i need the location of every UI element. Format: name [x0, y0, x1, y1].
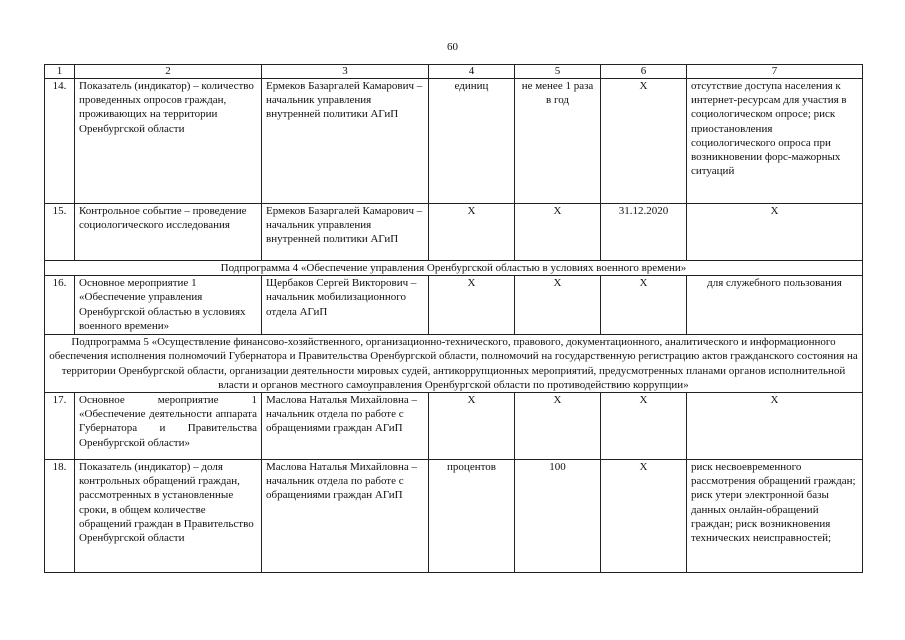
date-cell: Х — [601, 393, 687, 460]
unit-cell: Х — [429, 204, 515, 261]
table-row — [45, 276, 863, 335]
indicator-cell: Основное мероприятие 1 «Обеспечение деятельности аппарата Губернатора и Правительства Оренбургской области» — [75, 393, 262, 460]
responsible-cell: Ермеков Базаргалей Камарович – начальник управления внутренней политики АГиП — [262, 79, 429, 204]
responsible-cell: Ермеков Базаргалей Камарович – начальник управления внутренней политики АГиП — [262, 204, 429, 261]
value-cell: 100 — [515, 460, 601, 573]
row-number: 18. — [45, 460, 75, 573]
table-row — [45, 79, 863, 204]
subprogram-5-title: Подпрограмма 5 «Осуществление финансово-хозяйственного, организационно-технического, правового, документационного, аналитического и информационного обеспечения исполнения полномочий Губернатора и Правительства Оренбургской области, полномочий на государственную регистрацию актов гражданского состояния на территории Оренбургской области, организации деятельности мировых судей, антикоррупционных мероприятий, предусмотренных планами органов исполнительной власти и органов местного самоуправления Оренбургской области по противодействию коррупции» — [45, 335, 863, 393]
indicator-cell: Контрольное событие – проведение социологического исследования — [75, 204, 262, 261]
value-cell: Х — [515, 276, 601, 335]
indicator-cell: Показатель (индикатор) – количество проведенных опросов граждан, проживающих на территории Оренбургской области — [75, 79, 262, 204]
header-cell: 7 — [687, 65, 863, 79]
header-cell: 6 — [601, 65, 687, 79]
row-number: 17. — [45, 393, 75, 460]
header-cell: 5 — [515, 65, 601, 79]
row-number: 15. — [45, 204, 75, 261]
indicator-cell: Показатель (индикатор) – доля контрольных обращений граждан, рассмотренных в установленные сроки, в общем количестве обращений граждан в Правительство Оренбургской области — [75, 460, 262, 573]
subprogram-row — [45, 261, 863, 276]
risk-cell: Х — [687, 393, 863, 460]
date-cell: 31.12.2020 — [601, 204, 687, 261]
header-cell: 2 — [75, 65, 262, 79]
page-number: 60 — [447, 41, 458, 53]
unit-cell: единиц — [429, 79, 515, 204]
header-cell: 4 — [429, 65, 515, 79]
program-table — [44, 64, 863, 573]
responsible-cell: Щербаков Сергей Викторович – начальник мобилизационного отдела АГиП — [262, 276, 429, 335]
header-cell: 1 — [45, 65, 75, 79]
header-cell: 3 — [262, 65, 429, 79]
value-cell: не менее 1 раза в год — [515, 79, 601, 204]
table-row — [45, 393, 863, 460]
unit-cell: Х — [429, 393, 515, 460]
table-row — [45, 204, 863, 261]
date-cell: Х — [601, 79, 687, 204]
subprogram-row — [45, 335, 863, 393]
risk-cell: для служебного пользования — [687, 276, 863, 335]
risk-cell: риск несвоевременного рассмотрения обращений граждан; риск утери электронной базы данных онлайн-обращений граждан; риск возникновения технических неисправностей; — [687, 460, 863, 573]
unit-cell: Х — [429, 276, 515, 335]
responsible-cell: Маслова Наталья Михайловна – начальник отдела по работе с обращениями граждан АГиП — [262, 393, 429, 460]
subprogram-4-title: Подпрограмма 4 «Обеспечение управления Оренбургской областью в условиях военного времени» — [45, 261, 863, 276]
value-cell: Х — [515, 204, 601, 261]
value-cell: Х — [515, 393, 601, 460]
unit-cell: процентов — [429, 460, 515, 573]
risk-cell: отсутствие доступа населения к интернет-ресурсам для участия в социологическом опросе; риск приостановления социологического опроса при возникновении форс-мажорных ситуаций — [687, 79, 863, 204]
indicator-cell: Основное мероприятие 1 «Обеспечение управления Оренбургской областью в условиях военного времени» — [75, 276, 262, 335]
row-number: 16. — [45, 276, 75, 335]
risk-cell: Х — [687, 204, 863, 261]
date-cell: Х — [601, 276, 687, 335]
header-row — [45, 65, 863, 79]
date-cell: Х — [601, 460, 687, 573]
table-row — [45, 460, 863, 573]
responsible-cell: Маслова Наталья Михайловна – начальник отдела по работе с обращениями граждан АГиП — [262, 460, 429, 573]
row-number: 14. — [45, 79, 75, 204]
